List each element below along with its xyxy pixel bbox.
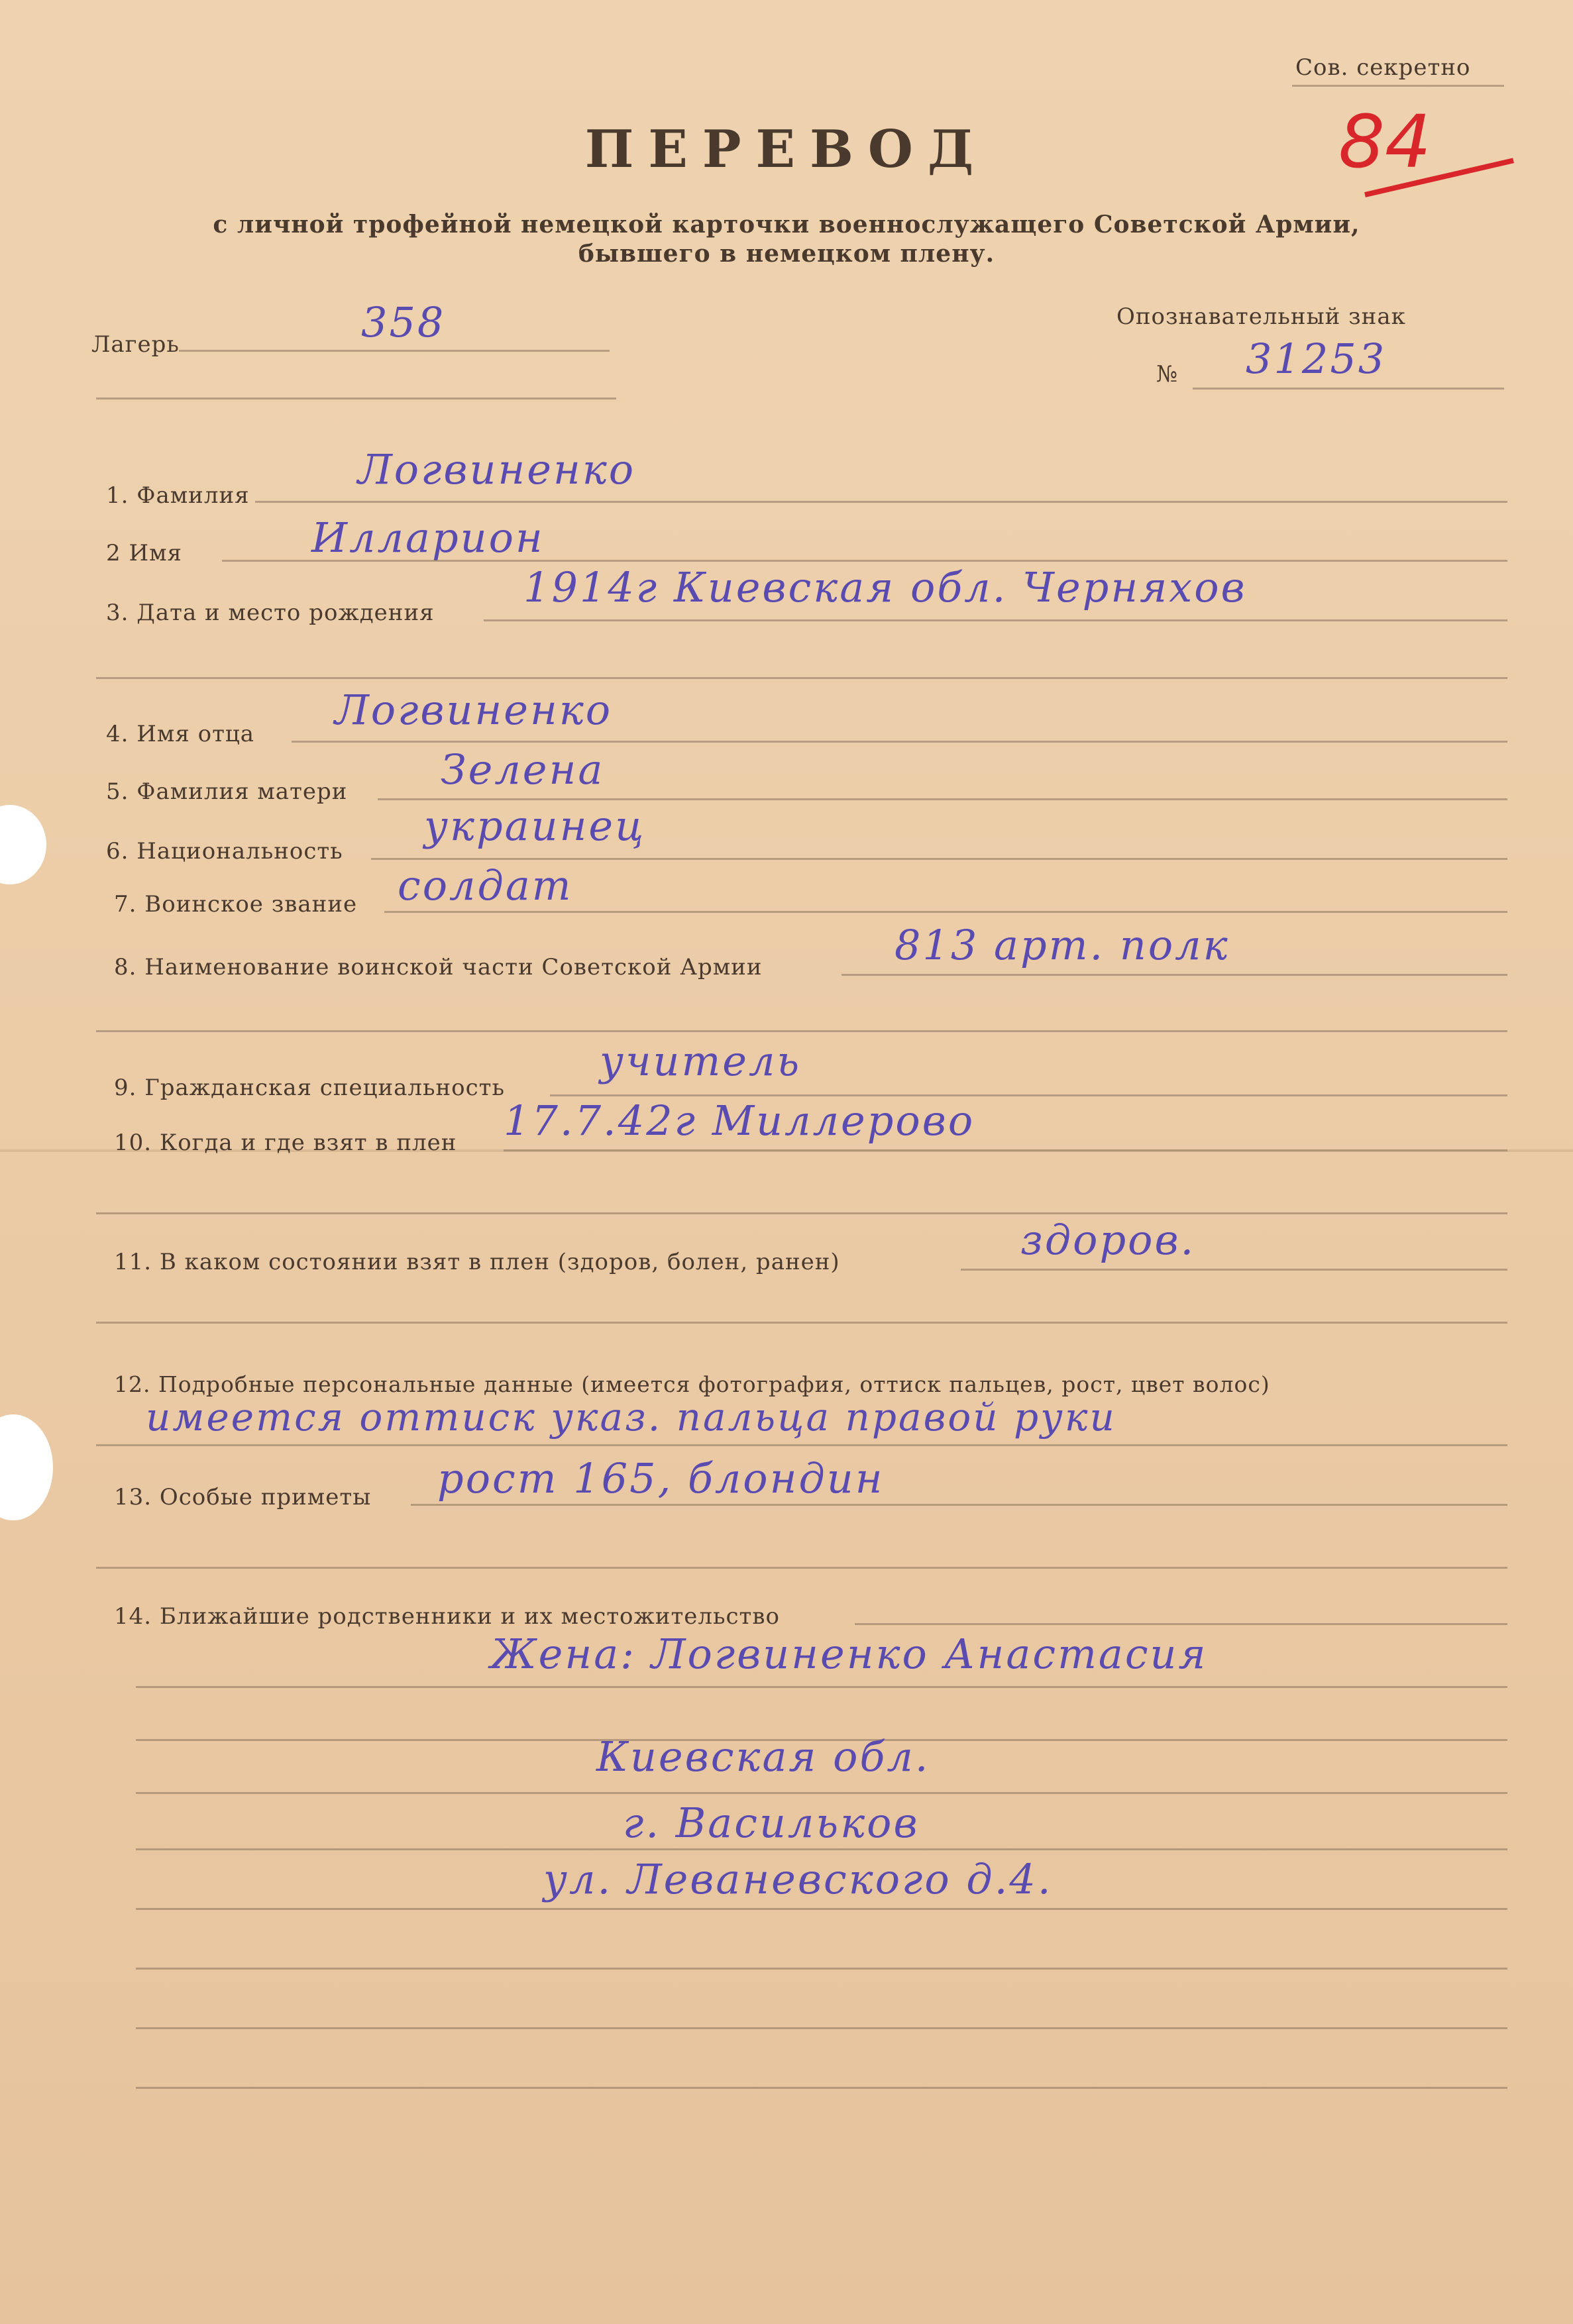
field-captured-rule-2	[96, 1212, 1507, 1214]
field-mother-value: Зелена	[441, 745, 605, 794]
relatives-rule-6	[136, 1968, 1507, 1970]
field-mother-label: 5. Фамилия матери	[106, 778, 348, 805]
field-father-value: Логвиненко	[335, 686, 613, 734]
field-nationality-rule	[371, 858, 1507, 860]
field-surname-label: 1. Фамилия	[106, 482, 250, 509]
camp-value: 358	[361, 298, 446, 346]
field-personal-data-rule	[96, 1444, 1507, 1446]
field-rank-rule	[384, 911, 1507, 913]
id-tag-value: 31253	[1246, 335, 1387, 383]
classification-stamp: Сов. секретно	[1295, 54, 1471, 81]
field-rank-label: 7. Воинское звание	[114, 891, 358, 918]
relatives-rule-8	[136, 2087, 1507, 2089]
field-condition-rule-1	[961, 1269, 1507, 1271]
field-unit-value: 813 арт. полк	[895, 921, 1230, 969]
id-tag-label: Опознавательный знак	[1116, 303, 1406, 330]
field-father-rule	[292, 741, 1507, 743]
relatives-rule-5	[136, 1908, 1507, 1910]
camp-label: Лагерь	[91, 331, 180, 358]
field-unit-rule-1	[841, 974, 1507, 976]
document-title: ПЕРЕВОД	[584, 119, 989, 180]
relatives-line-4: ул. Леваневского д.4.	[543, 1855, 1053, 1903]
field-surname-rule	[255, 501, 1507, 503]
field-profession-value: учитель	[600, 1037, 802, 1085]
camp-rule-2	[96, 397, 616, 399]
relatives-line-2: Киевская обл.	[596, 1732, 930, 1781]
field-features-rule-2	[96, 1567, 1507, 1569]
red-archive-number: 84	[1338, 99, 1431, 184]
field-captured-rule-1	[504, 1149, 1507, 1151]
field-surname-value: Логвиненко	[358, 445, 636, 494]
field-name-rule	[222, 560, 1507, 562]
field-relatives-label: 14. Ближайшие родственники и их местожительство	[114, 1603, 780, 1630]
field-birth-value: 1914г Киевская обл. Черняхов	[523, 563, 1247, 611]
classification-underline	[1292, 85, 1504, 87]
relatives-rule-7	[136, 2027, 1507, 2029]
field-profession-label: 9. Гражданская специальность	[114, 1075, 505, 1101]
id-tag-number-sign: №	[1156, 361, 1179, 388]
field-condition-label: 11. В каком состоянии взят в плен (здоров, болен, ранен)	[114, 1249, 840, 1275]
field-birth-label: 3. Дата и место рождения	[106, 600, 435, 626]
field-features-value: рост 165, блондин	[437, 1454, 885, 1503]
field-personal-data-label: 12. Подробные персональные данные (имеется фотография, оттиск пальцев, рост, цвет волос)	[114, 1371, 1270, 1397]
field-birth-rule-2	[96, 677, 1507, 679]
id-tag-rule	[1193, 388, 1504, 390]
field-nationality-value: украинец	[424, 802, 646, 850]
document-subtitle-line2: бывшего в немецком плену.	[578, 240, 995, 268]
field-unit-label: 8. Наименование воинской части Советской Армии	[114, 954, 763, 980]
field-father-label: 4. Имя отца	[106, 721, 255, 747]
field-features-label: 13. Особые приметы	[114, 1484, 372, 1510]
field-name-value: Илларион	[311, 513, 545, 562]
camp-rule-1	[179, 350, 610, 352]
document-subtitle-line1: с личной трофейной немецкой карточки военнослужащего Советской Армии,	[213, 211, 1360, 238]
paper-tear-upper	[0, 805, 46, 884]
relatives-line-1: Жена: Логвиненко Анастасия	[490, 1630, 1208, 1678]
field-personal-data-value: имеется оттиск указ. пальца правой руки	[146, 1395, 1116, 1440]
field-birth-rule-1	[484, 619, 1507, 621]
field-captured-value: 17.7.42г Миллерово	[504, 1096, 975, 1145]
field-captured-label: 10. Когда и где взят в плен	[114, 1130, 457, 1156]
field-mother-rule	[378, 798, 1507, 800]
field-condition-rule-2	[96, 1322, 1507, 1324]
field-features-rule-1	[411, 1504, 1507, 1506]
field-name-label: 2 Имя	[106, 540, 182, 566]
field-rank-value: солдат	[398, 861, 573, 910]
field-relatives-rule-0	[855, 1623, 1507, 1625]
field-condition-value: здоров.	[1020, 1216, 1196, 1264]
paper-tear-lower	[0, 1414, 53, 1520]
relatives-rule-3	[136, 1792, 1507, 1794]
relatives-rule-4	[136, 1848, 1507, 1850]
field-nationality-label: 6. Национальность	[106, 838, 343, 865]
field-unit-rule-2	[96, 1030, 1507, 1032]
relatives-rule-1	[136, 1686, 1507, 1688]
relatives-line-3: г. Васильков	[623, 1799, 920, 1847]
